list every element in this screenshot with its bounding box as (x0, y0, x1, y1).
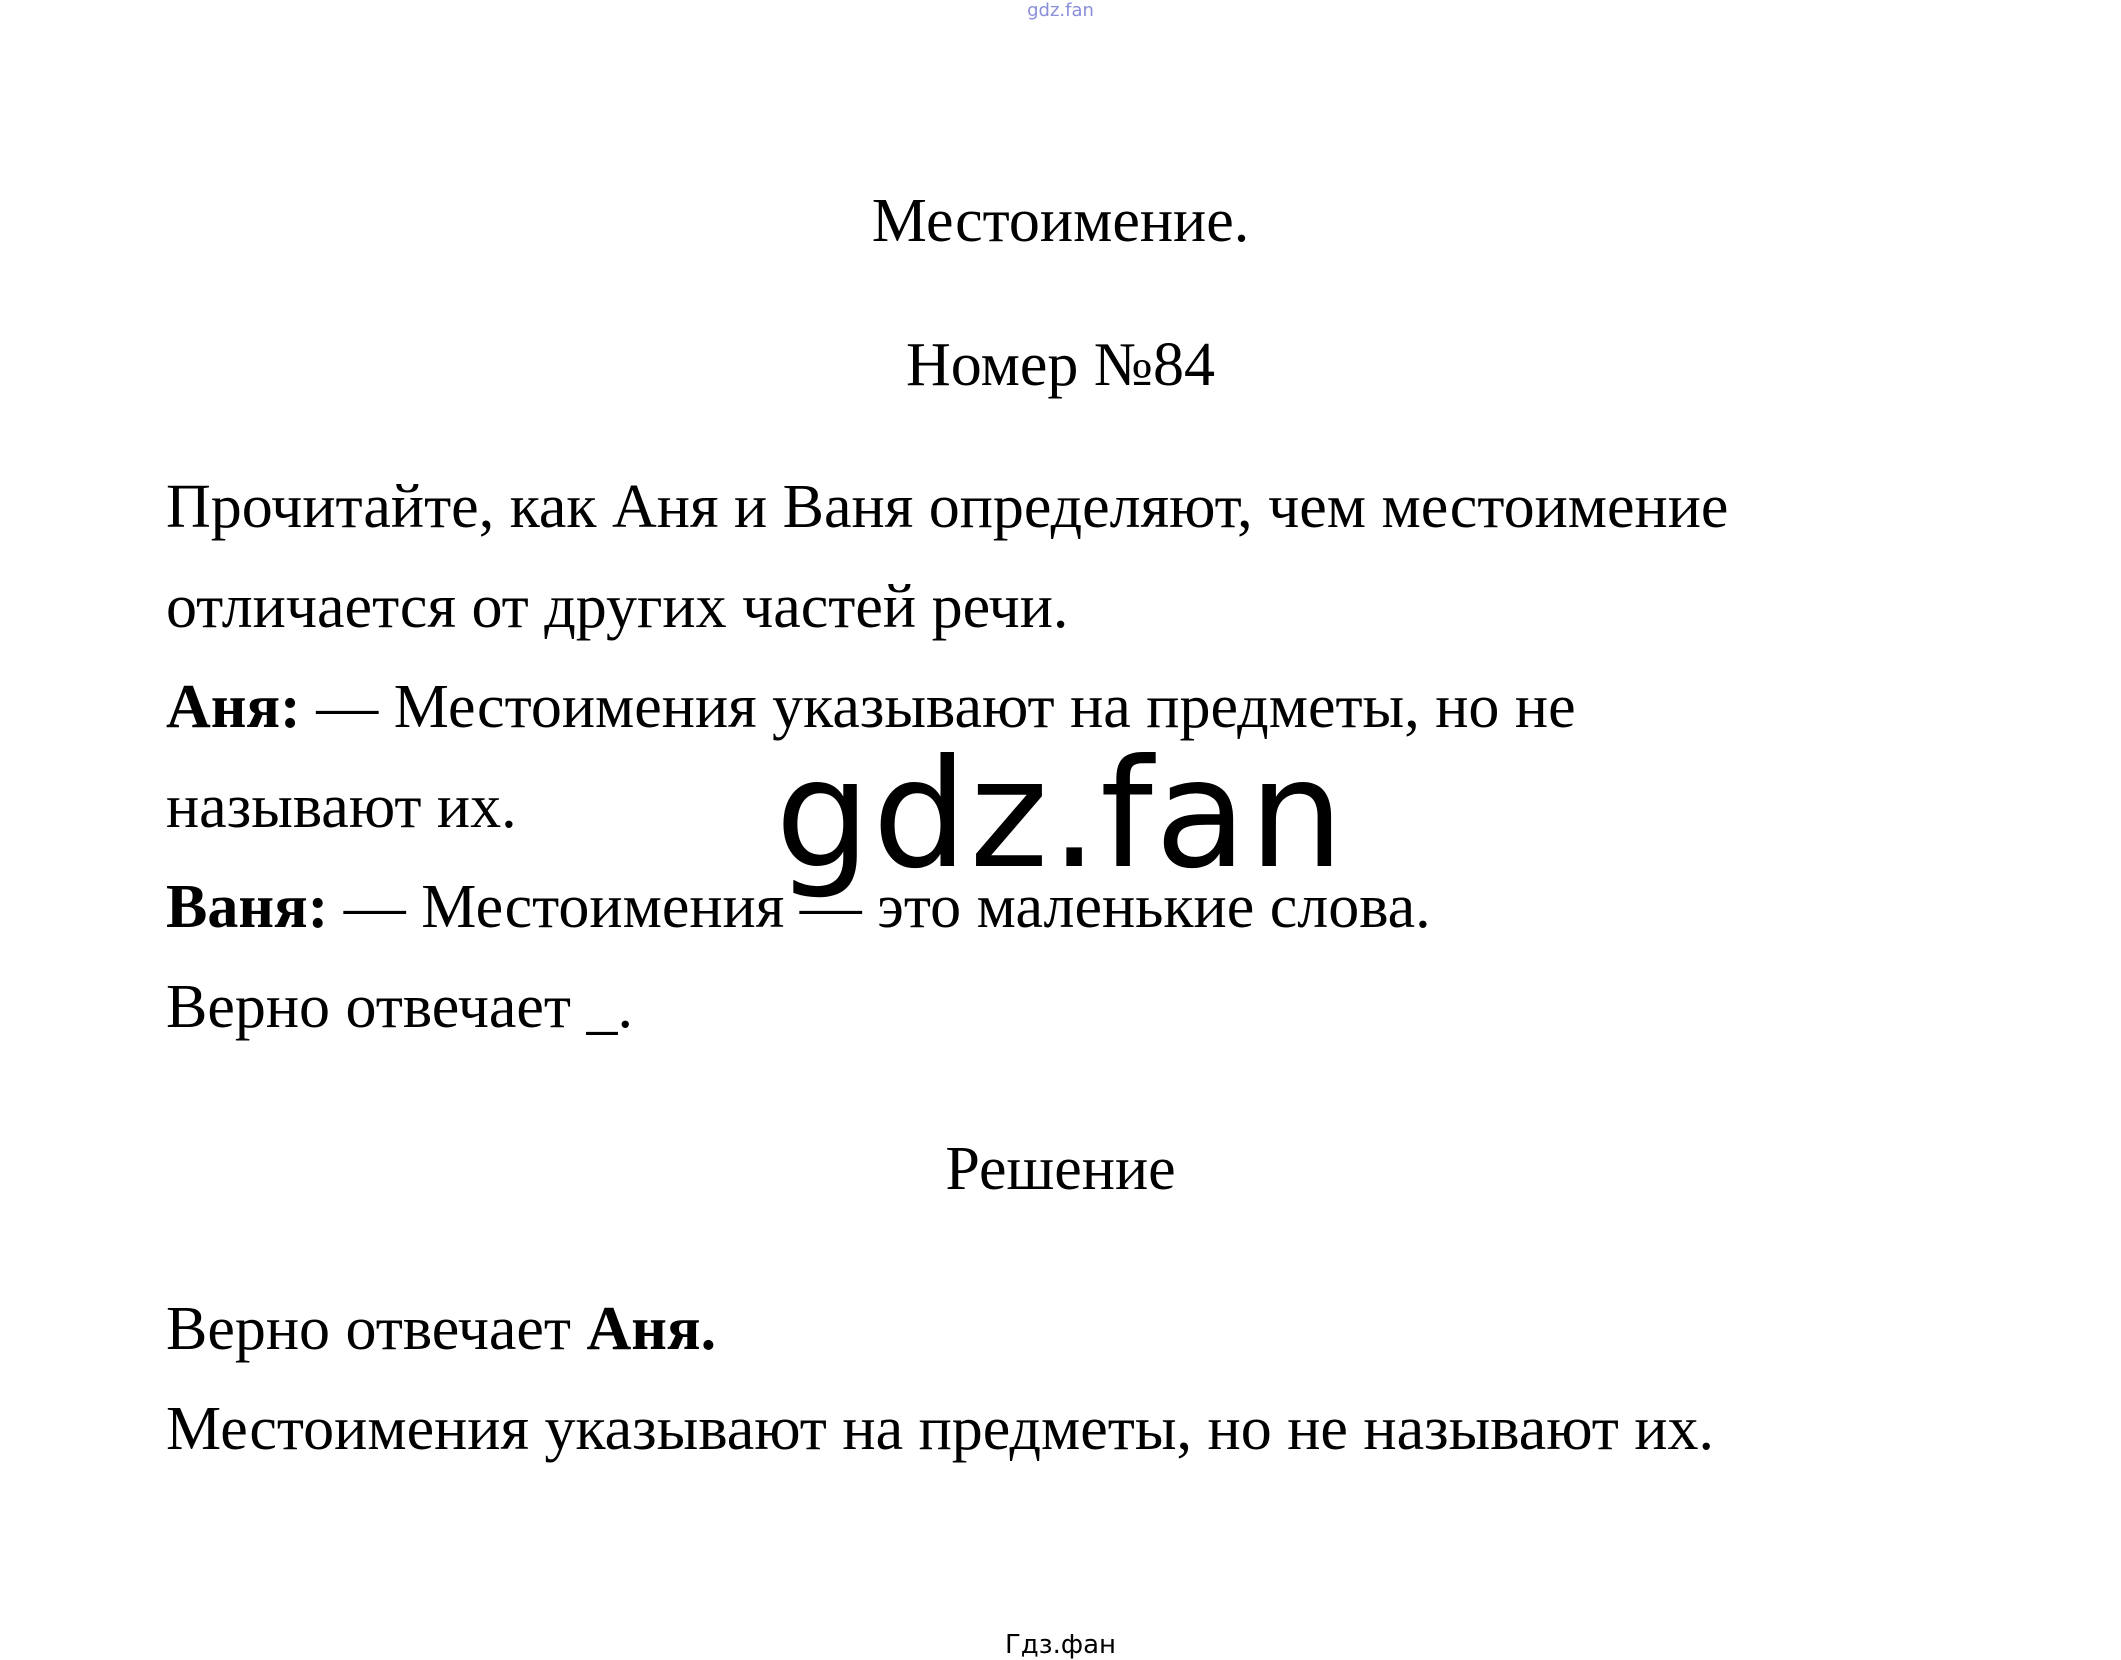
top-watermark: gdz.fan (1027, 0, 1094, 21)
page-title: Местоимение. (871, 187, 1250, 255)
task-text-line-2: отличается от других частей речи. (166, 573, 1069, 641)
center-watermark: gdz.fan (775, 728, 1346, 902)
anya-statement-continued: называют их. (166, 773, 517, 841)
solution-explanation: Местоимения указывают на предметы, но не называют их. (166, 1395, 1715, 1463)
solution-heading: Решение (945, 1135, 1176, 1203)
task-text-line-1: Прочитайте, как Аня и Ваня определяют, чем местоимение (166, 473, 1729, 541)
page-footer: Гдз.фан (1004, 1630, 1117, 1660)
solution-answer (166, 1294, 716, 1364)
solution-answer-prefix: Верно отвечает (166, 1295, 587, 1363)
vanya-label: Ваня: (166, 873, 329, 941)
anya-text: — Местоимения указывают на предметы, но не (300, 673, 1576, 741)
task-question: Верно отвечает _. (166, 973, 634, 1041)
task-number: Номер №84 (905, 331, 1215, 399)
anya-label: Аня: (166, 673, 301, 741)
solution-answer-name: Аня. (586, 1295, 717, 1363)
vanya-text: — Местоимения — это маленькие слова. (328, 873, 1431, 941)
